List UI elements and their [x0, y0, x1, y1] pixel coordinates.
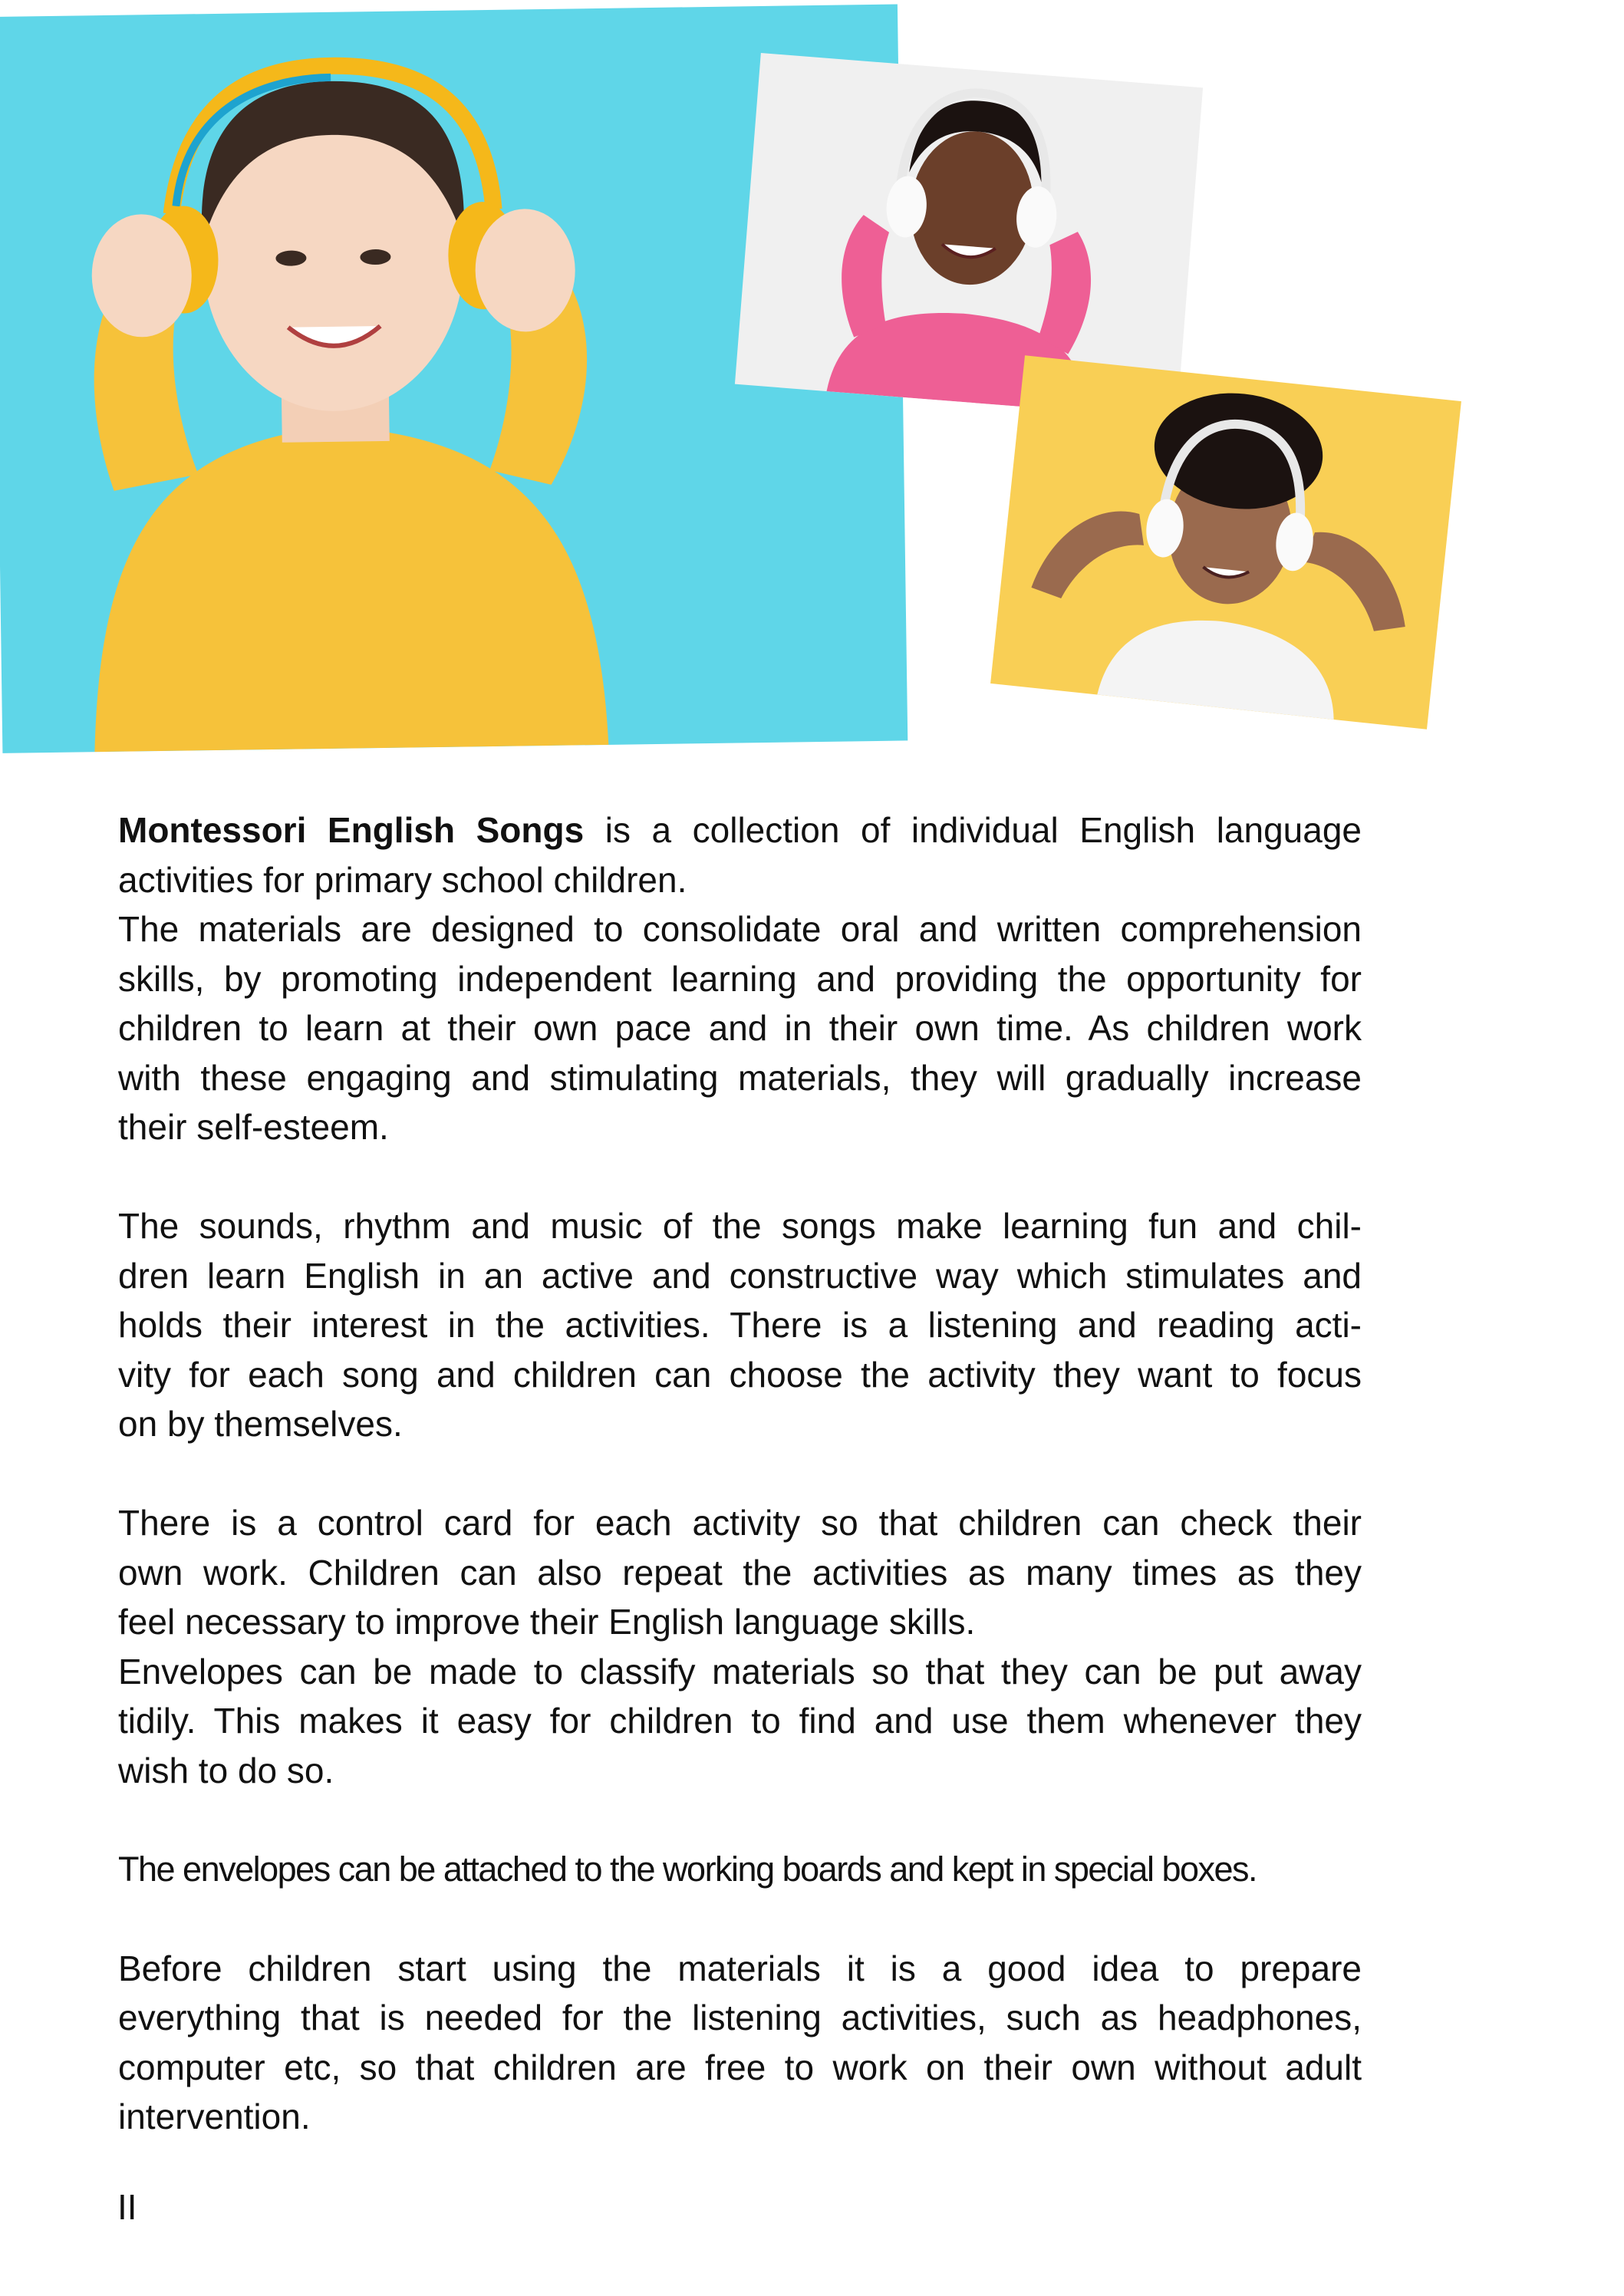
- paragraph-1-line: activities for primary school children.: [118, 859, 687, 900]
- paragraph-3-line: Envelopes can be made to classify materials so that they can be put away: [118, 1651, 1362, 1692]
- paragraph-1-line: their self-esteem.: [118, 1107, 389, 1147]
- paragraph-3-line: wish to do so.: [118, 1750, 334, 1790]
- product-title: Montessori English Songs: [118, 810, 585, 850]
- girl-with-white-headphones-photo: [735, 53, 1203, 419]
- paragraph-1-line: Montessori English Songs is a collection of individual English language: [118, 810, 1362, 850]
- paragraph-2-line: on by themselves.: [118, 1404, 403, 1444]
- boy-with-headphones-photo: [990, 355, 1461, 729]
- paragraph-2-line: dren learn English in an active and constructive way which stimulates and: [118, 1255, 1362, 1296]
- paragraph-2-line: vity for each song and children can choose the activity they want to focus: [118, 1354, 1362, 1395]
- paragraph-4-line: The envelopes can be attached to the working boards and kept in special boxes.: [118, 1849, 1257, 1889]
- boy-illustration: [990, 355, 1461, 729]
- paragraph-2-line: holds their interest in the activities. There is a listening and reading acti-: [118, 1305, 1362, 1345]
- paragraph-1-line: with these engaging and stimulating materials, they will gradually increase: [118, 1057, 1362, 1098]
- paragraph-1-line: skills, by promoting independent learning and providing the opportunity for: [118, 958, 1362, 999]
- paragraph-5-line: Before children start using the materials it is a good idea to prepare: [118, 1948, 1362, 1988]
- paragraph-5-line: intervention.: [118, 2097, 311, 2136]
- paragraph-5-line: everything that is needed for the listening activities, such as headphones,: [118, 1998, 1362, 2037]
- paragraph-1-line: children to learn at their own pace and in their own time. As children work: [118, 1008, 1362, 1048]
- page-number: II: [117, 2187, 137, 2227]
- paragraph-3-line: tidily. This makes it easy for children to find and use them whenever they: [118, 1701, 1362, 1741]
- paragraph-3-line: own work. Children can also repeat the activities as many times as they: [118, 1552, 1362, 1593]
- body-text: [118, 805, 1362, 2142]
- girl-pink-illustration: [735, 53, 1203, 419]
- paragraph-3-line: feel necessary to improve their English language skills.: [118, 1602, 976, 1642]
- paragraph-1-line: The materials are designed to consolidate oral and written comprehension: [118, 909, 1362, 949]
- paragraph-5-line: computer etc, so that children are free to work on their own without adult: [118, 2047, 1362, 2087]
- paragraph-3-line: There is a control card for each activity so that children can check their: [118, 1503, 1362, 1543]
- paragraph-2-line: The sounds, rhythm and music of the songs make learning fun and chil-: [118, 1206, 1362, 1246]
